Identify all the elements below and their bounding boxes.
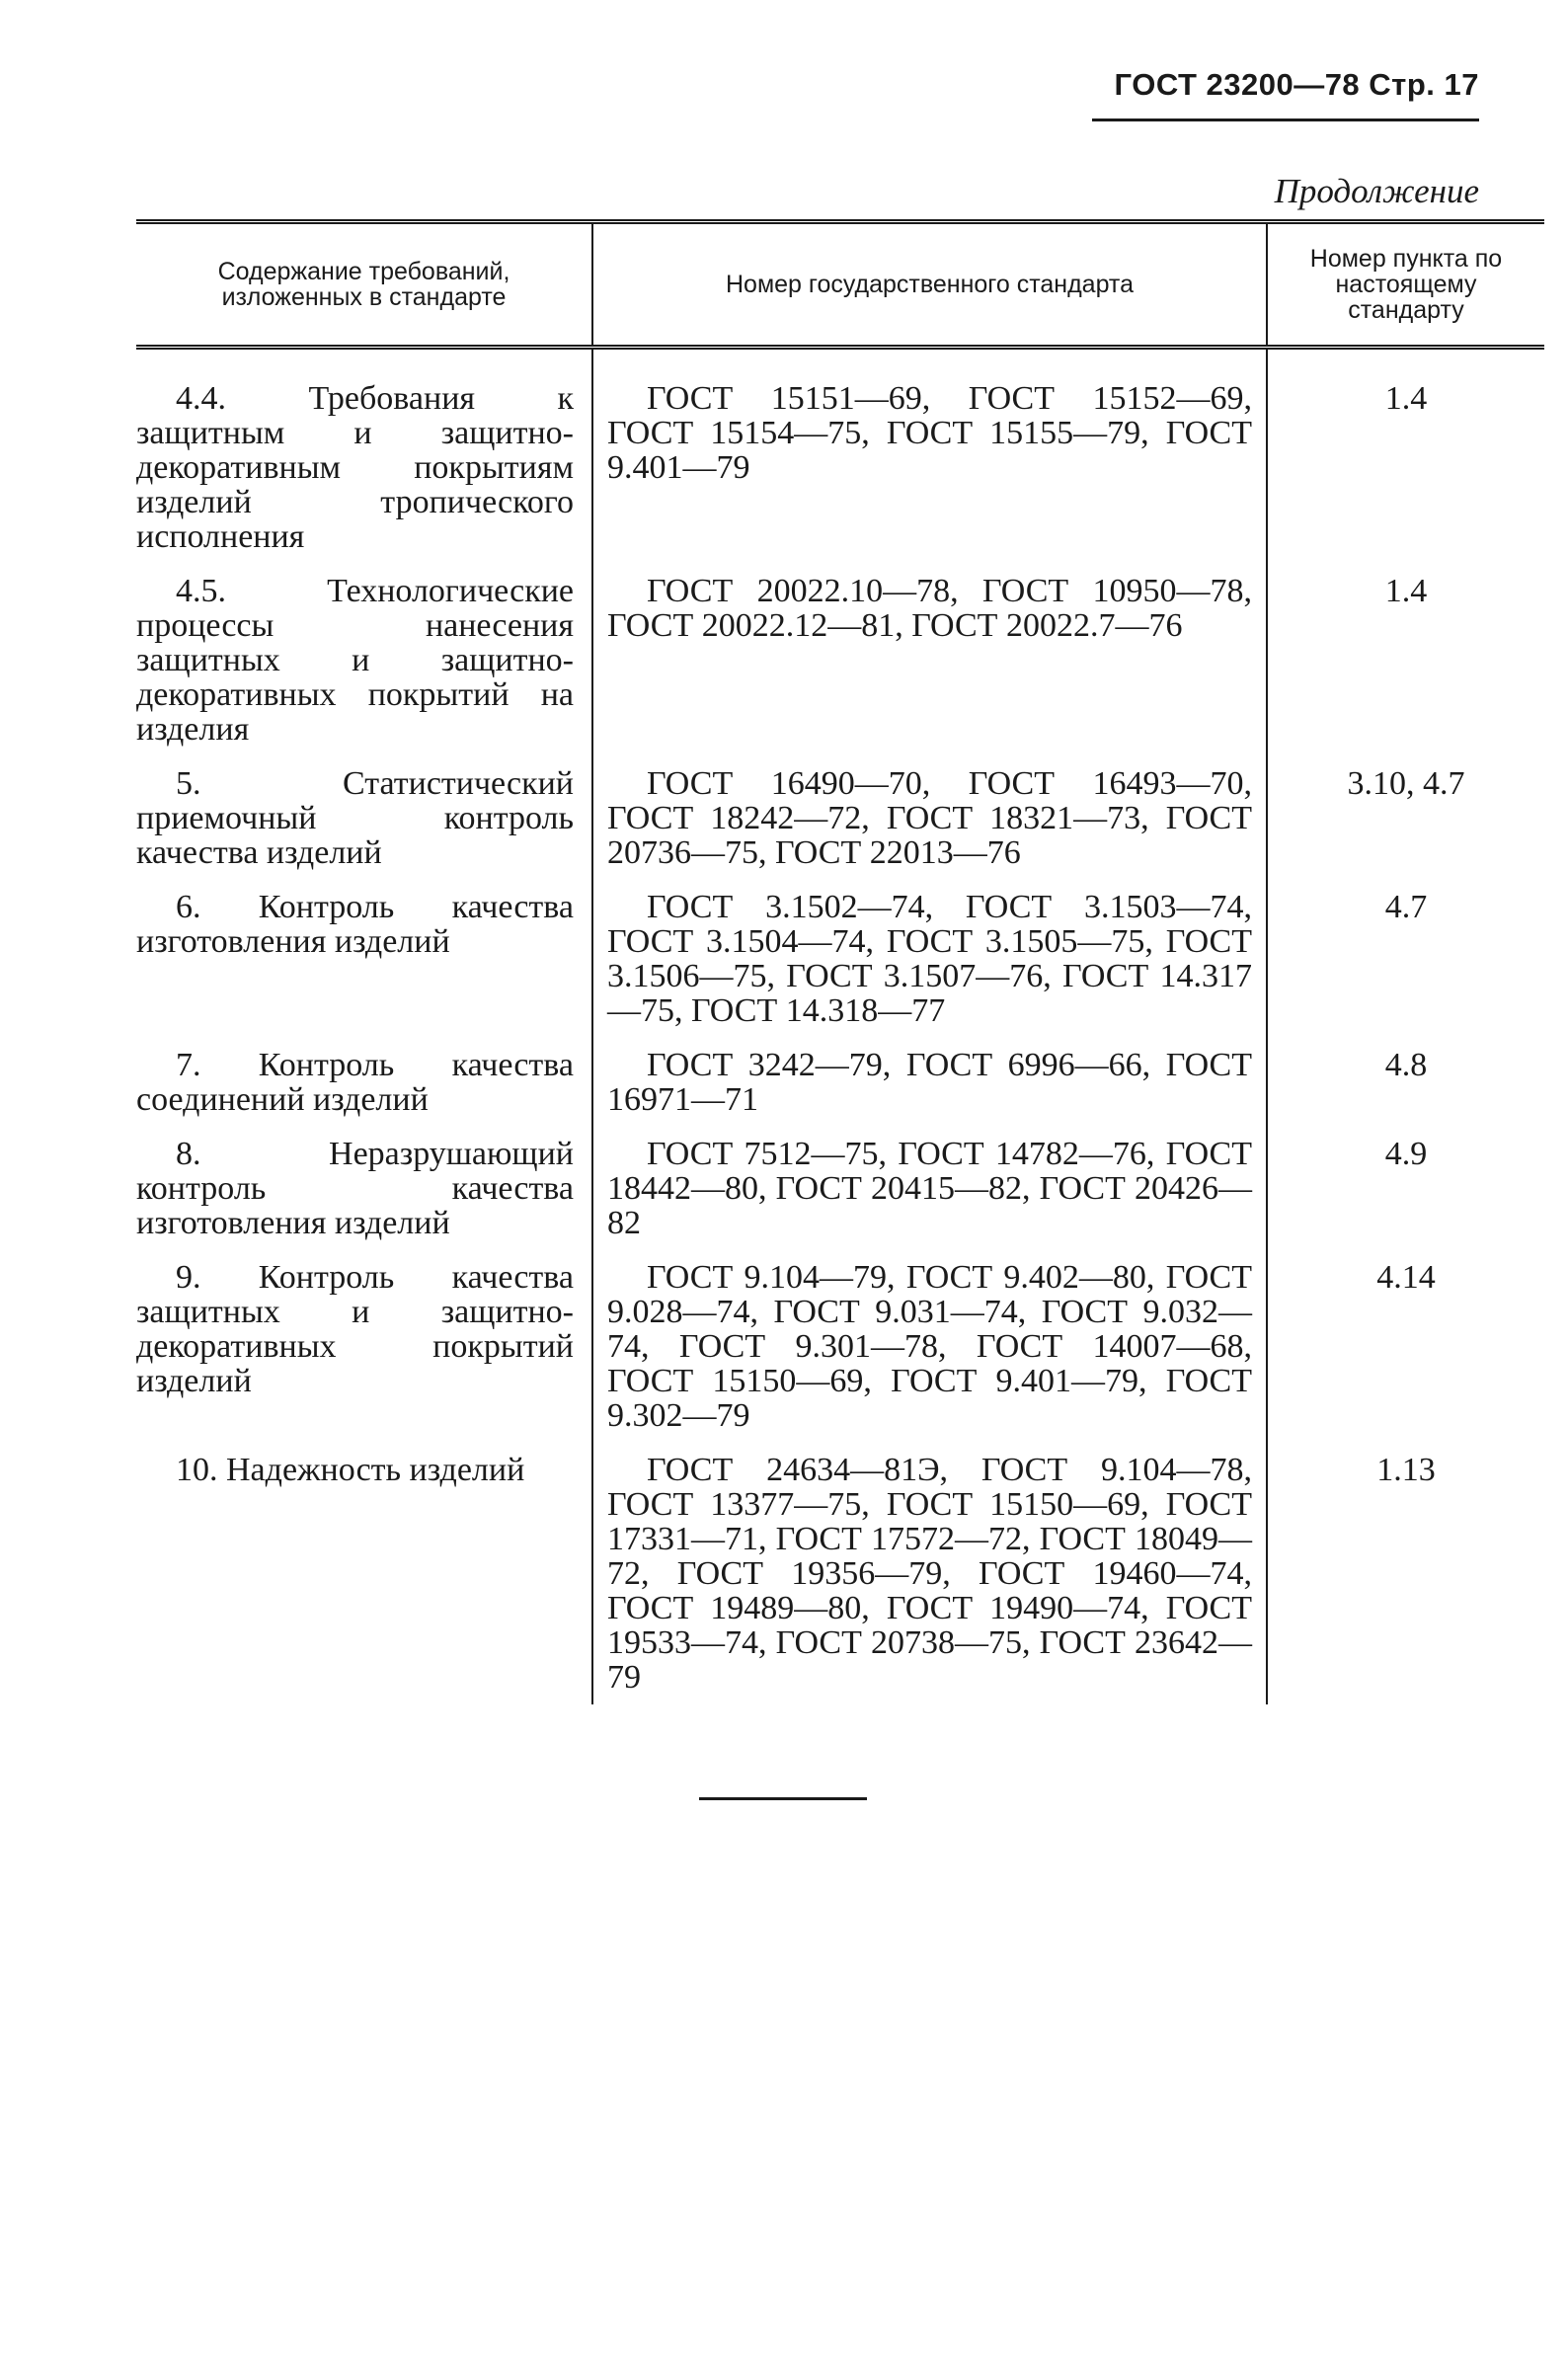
page-header: ГОСТ 23200—78 Стр. 17: [1114, 67, 1479, 102]
requirement-cell: 6. Контроль качества изготовления изделий: [136, 889, 574, 960]
table-row: [136, 756, 1544, 880]
requirement-cell: 5. Статистический приемочный контроль качества изделий: [136, 765, 574, 871]
header-rule: [1092, 119, 1479, 121]
end-of-page-rule: [699, 1797, 867, 1800]
standards-table-container: [136, 219, 1503, 1704]
clause-cell: 4.8: [1384, 1047, 1428, 1083]
requirement-cell: 10. Надежность изделий: [176, 1452, 525, 1488]
standards-table: [136, 219, 1544, 1704]
clause-cell: 1.4: [1384, 380, 1428, 417]
standards-cell: ГОСТ 24634—81Э, ГОСТ 9.104—78, ГОСТ 13377—75, ГОСТ 15150—69, ГОСТ 17331—71, ГОСТ 17572—72, ГОСТ 18049—72, ГОСТ 19356—79, ГОСТ 19460—74, ГОСТ 19489—80, ГОСТ 19490—74, ГОСТ 19533—74, ГОСТ 20738—75, ГОСТ 23642—79: [592, 1443, 1267, 1704]
column-header-standard-number: Номер государственного стандарта: [592, 222, 1267, 348]
requirement-cell: 7. Контроль качества соединений изделий: [136, 1047, 574, 1118]
clause-cell: 4.7: [1384, 889, 1428, 925]
standards-cell: ГОСТ 3242—79, ГОСТ 6996—66, ГОСТ 16971—71: [592, 1038, 1267, 1127]
standards-cell: ГОСТ 15151—69, ГОСТ 15152—69, ГОСТ 15154—75, ГОСТ 15155—79, ГОСТ 9.401—79: [592, 348, 1267, 565]
clause-cell: 3.10, 4.7: [1347, 765, 1465, 802]
table-row: [136, 348, 1544, 565]
standards-cell: ГОСТ 16490—70, ГОСТ 16493—70, ГОСТ 18242—72, ГОСТ 18321—73, ГОСТ 20736—75, ГОСТ 22013—76: [592, 756, 1267, 880]
requirement-cell: 8. Неразрушающий контроль качества изготовления изделий: [136, 1136, 574, 1241]
requirement-cell: 9. Контроль качества защитных и защитно-декоративных покрытий изделий: [136, 1259, 574, 1399]
requirement-cell: 4.5. Технологические процессы нанесения защитных и защитно-декоративных покрытий на изделия: [136, 573, 574, 748]
table-row: [136, 564, 1544, 756]
continuation-label: Продолжение: [1274, 172, 1479, 210]
standards-cell: ГОСТ 9.104—79, ГОСТ 9.402—80, ГОСТ 9.028—74, ГОСТ 9.031—74, ГОСТ 9.032—74, ГОСТ 9.301—78, ГОСТ 14007—68, ГОСТ 15150—69, ГОСТ 9.401—79, ГОСТ 9.302—79: [592, 1250, 1267, 1443]
table-row: [136, 1127, 1544, 1250]
column-header-requirements: Содержание требований, изложенных в стандарте: [217, 258, 510, 311]
clause-cell: 4.9: [1384, 1136, 1428, 1172]
table-row: [136, 1250, 1544, 1443]
table-row: [136, 1443, 1544, 1704]
requirement-cell: 4.4. Требования к защитным и защитно-декоративным покрытиям изделий тропического исполнения: [136, 380, 574, 555]
clause-cell: 1.13: [1376, 1452, 1436, 1488]
clause-cell: 4.14: [1376, 1259, 1436, 1296]
table-row: [136, 1038, 1544, 1127]
standards-cell: ГОСТ 7512—75, ГОСТ 14782—76, ГОСТ 18442—80, ГОСТ 20415—82, ГОСТ 20426—82: [592, 1127, 1267, 1250]
column-header-clause-number: Номер пункта по настоящему стандарту: [1309, 245, 1503, 324]
clause-cell: 1.4: [1384, 573, 1428, 609]
table-row: [136, 880, 1544, 1038]
table-header-row: [136, 222, 1544, 348]
standards-cell: ГОСТ 20022.10—78, ГОСТ 10950—78, ГОСТ 20022.12—81, ГОСТ 20022.7—76: [592, 564, 1267, 756]
standards-cell: ГОСТ 3.1502—74, ГОСТ 3.1503—74, ГОСТ 3.1504—74, ГОСТ 3.1505—75, ГОСТ 3.1506—75, ГОСТ 3.1507—76, ГОСТ 14.317—75, ГОСТ 14.318—77: [592, 880, 1267, 1038]
